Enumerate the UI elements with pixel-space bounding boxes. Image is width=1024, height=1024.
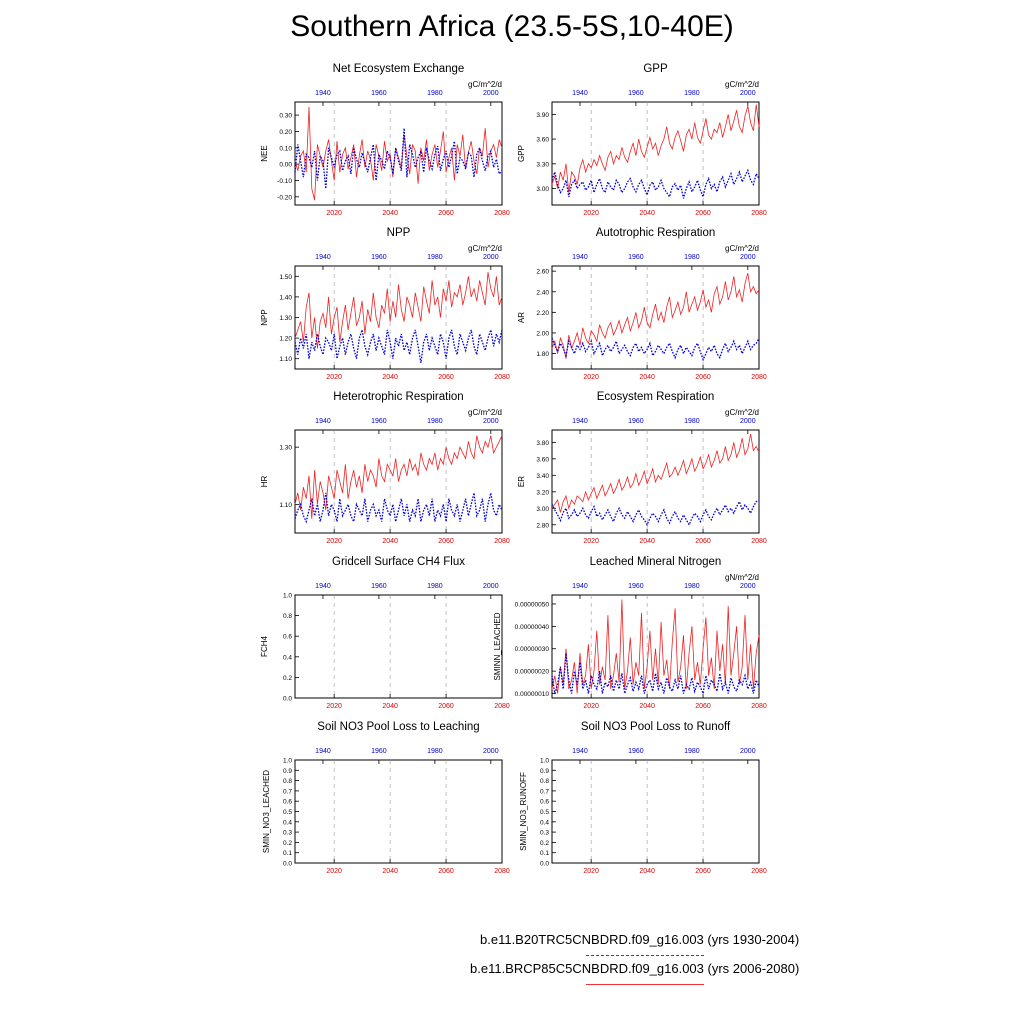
panel-title-soil-no3-pool-loss-to-leaching: Soil NO3 Pool Loss to Leaching [317,721,480,733]
x-tick-label-bottom-net-ecosystem-exchange: 2080 [494,210,510,217]
y-tick-label-soil-no3-pool-loss-to-runoff: 0.3 [539,829,549,837]
y-tick-label-soil-no3-pool-loss-to-leaching: 0.2 [282,839,292,847]
y-axis-label-gridcell-surface-ch4-flux: FCH4 [260,636,269,657]
x-tick-label-bottom-leached-mineral-nitrogen: 2020 [583,703,599,710]
y-tick-label-soil-no3-pool-loss-to-leaching: 0.7 [282,788,292,796]
y-tick-label-net-ecosystem-exchange: 0.30 [279,112,292,120]
x-tick-label-bottom-autotrophic-respiration: 2060 [695,374,711,381]
y-tick-label-ecosystem-respiration: 3.40 [536,472,549,480]
y-tick-label-autotrophic-respiration: 2.60 [536,268,549,276]
y-tick-label-npp: 1.40 [279,294,292,302]
y-tick-label-soil-no3-pool-loss-to-runoff: 0.9 [539,767,549,775]
panel-frame-soil-no3-pool-loss-to-leaching [295,760,502,863]
x-tick-label-bottom-soil-no3-pool-loss-to-leaching: 2080 [494,868,510,875]
x-tick-label-top-soil-no3-pool-loss-to-runoff: 2000 [740,748,756,755]
panel-frame-soil-no3-pool-loss-to-runoff [552,760,759,863]
x-tick-label-bottom-npp: 2060 [438,374,454,381]
panel-units-heterotrophic-respiration: gC/m^2/d [468,408,502,417]
series-line-historical-ecosystem-respiration [552,500,759,525]
y-axis-label-autotrophic-respiration: AR [517,311,526,324]
y-tick-label-soil-no3-pool-loss-to-leaching: 0.9 [282,767,292,775]
x-tick-label-bottom-npp: 2020 [326,374,342,381]
y-tick-label-soil-no3-pool-loss-to-leaching: 0.3 [282,829,292,837]
x-tick-label-top-soil-no3-pool-loss-to-runoff: 1940 [572,748,588,755]
series-line-historical-net-ecosystem-exchange [295,128,502,189]
x-tick-label-top-gpp: 1960 [628,90,644,97]
y-tick-label-gpp: 3.60 [536,136,549,144]
y-tick-label-npp: 1.50 [279,273,292,281]
y-tick-label-gpp: 3.30 [536,161,549,169]
y-tick-label-ecosystem-respiration: 3.00 [536,505,549,513]
y-tick-label-gridcell-surface-ch4-flux: 1.0 [282,592,292,600]
x-tick-label-top-autotrophic-respiration: 1940 [572,254,588,261]
y-tick-label-soil-no3-pool-loss-to-leaching: 0.0 [282,860,292,868]
x-tick-label-bottom-ecosystem-respiration: 2040 [639,538,655,545]
y-tick-label-soil-no3-pool-loss-to-runoff: 0.1 [539,850,549,858]
x-tick-label-top-gridcell-surface-ch4-flux: 1940 [315,583,331,590]
series-line-future-leached-mineral-nitrogen [552,600,759,694]
y-tick-label-heterotrophic-respiration: 1.10 [279,501,292,509]
legend-line-historical [586,955,704,956]
x-tick-label-top-ecosystem-respiration: 1960 [628,418,644,425]
panel-units-net-ecosystem-exchange: gC/m^2/d [468,80,502,89]
x-tick-label-top-soil-no3-pool-loss-to-leaching: 1940 [315,748,331,755]
y-tick-label-ecosystem-respiration: 2.80 [536,522,549,530]
x-tick-label-bottom-net-ecosystem-exchange: 2020 [326,210,342,217]
y-tick-label-net-ecosystem-exchange: 0.10 [279,145,292,153]
series-line-future-npp [295,272,502,348]
x-tick-label-top-leached-mineral-nitrogen: 1940 [572,583,588,590]
x-tick-label-bottom-autotrophic-respiration: 2020 [583,374,599,381]
x-tick-label-top-heterotrophic-respiration: 2000 [483,418,499,425]
x-tick-label-top-leached-mineral-nitrogen: 1960 [628,583,644,590]
x-tick-label-top-net-ecosystem-exchange: 1940 [315,90,331,97]
panel-title-gpp: GPP [643,63,668,75]
y-axis-label-gpp: GPP [517,145,526,162]
x-tick-label-top-npp: 2000 [483,254,499,261]
y-axis-label-npp: NPP [260,309,269,326]
y-tick-label-autotrophic-respiration: 2.40 [536,289,549,297]
y-tick-label-npp: 1.20 [279,335,292,343]
y-axis-label-soil-no3-pool-loss-to-leaching: SMIN_NO3_LEACHED [262,769,271,854]
x-tick-label-bottom-soil-no3-pool-loss-to-leaching: 2020 [326,868,342,875]
y-tick-label-soil-no3-pool-loss-to-runoff: 0.6 [539,798,549,806]
x-tick-label-top-gridcell-surface-ch4-flux: 1980 [427,583,443,590]
series-line-historical-autotrophic-respiration [552,338,759,360]
x-tick-label-top-soil-no3-pool-loss-to-leaching: 1960 [371,748,387,755]
panel-units-ecosystem-respiration: gC/m^2/d [725,408,759,417]
x-tick-label-bottom-autotrophic-respiration: 2040 [639,374,655,381]
x-tick-label-bottom-net-ecosystem-exchange: 2040 [382,210,398,217]
series-line-future-net-ecosystem-exchange [295,107,502,200]
y-tick-label-soil-no3-pool-loss-to-leaching: 0.1 [282,850,292,858]
y-tick-label-autotrophic-respiration: 2.20 [536,309,549,317]
y-tick-label-net-ecosystem-exchange: -0.20 [277,194,292,202]
x-tick-label-top-npp: 1940 [315,254,331,261]
y-tick-label-net-ecosystem-exchange: 0.20 [279,128,292,136]
x-tick-label-top-ecosystem-respiration: 1940 [572,418,588,425]
y-tick-label-leached-mineral-nitrogen: 0.00000020 [514,668,549,676]
y-tick-label-leached-mineral-nitrogen: 0.00000040 [514,623,549,631]
x-tick-label-top-gridcell-surface-ch4-flux: 1960 [371,583,387,590]
series-line-historical-leached-mineral-nitrogen [552,653,759,693]
x-tick-label-bottom-npp: 2080 [494,374,510,381]
legend-line-future [586,984,704,985]
x-tick-label-bottom-leached-mineral-nitrogen: 2060 [695,703,711,710]
x-tick-label-top-gridcell-surface-ch4-flux: 2000 [483,583,499,590]
x-tick-label-top-ecosystem-respiration: 1980 [684,418,700,425]
series-line-historical-npp [295,330,502,363]
y-tick-label-net-ecosystem-exchange: -0.10 [277,177,292,185]
x-tick-label-bottom-soil-no3-pool-loss-to-leaching: 2040 [382,868,398,875]
x-tick-label-bottom-gridcell-surface-ch4-flux: 2080 [494,703,510,710]
x-tick-label-bottom-heterotrophic-respiration: 2080 [494,538,510,545]
panel-title-npp: NPP [386,227,411,239]
panel-title-autotrophic-respiration: Autotrophic Respiration [595,227,716,239]
x-tick-label-top-soil-no3-pool-loss-to-runoff: 1960 [628,748,644,755]
y-tick-label-npp: 1.30 [279,315,292,322]
y-tick-label-soil-no3-pool-loss-to-runoff: 1.0 [539,757,549,765]
y-tick-label-gridcell-surface-ch4-flux: 0.0 [282,695,292,703]
panel-units-leached-mineral-nitrogen: gN/m^2/d [725,573,759,582]
x-tick-label-top-autotrophic-respiration: 2000 [740,254,756,261]
x-tick-label-top-leached-mineral-nitrogen: 1980 [684,583,700,590]
y-tick-label-soil-no3-pool-loss-to-runoff: 0.7 [539,788,549,796]
legend-label-future: b.e11.BRCP85C5CNBDRD.f09_g16.003 (yrs 2006-2080) [470,961,800,976]
x-tick-label-bottom-soil-no3-pool-loss-to-runoff: 2040 [639,868,655,875]
y-tick-label-gpp: 3.00 [536,186,549,194]
x-tick-label-bottom-gridcell-surface-ch4-flux: 2060 [438,703,454,710]
y-axis-label-heterotrophic-respiration: HR [260,475,269,488]
panel-frame-gridcell-surface-ch4-flux [295,595,502,698]
panel-title-soil-no3-pool-loss-to-runoff: Soil NO3 Pool Loss to Runoff [580,721,731,733]
x-tick-label-bottom-gpp: 2020 [583,210,599,217]
y-tick-label-autotrophic-respiration: 1.80 [536,351,549,359]
y-tick-label-soil-no3-pool-loss-to-leaching: 0.5 [282,809,292,816]
y-tick-label-soil-no3-pool-loss-to-runoff: 0.0 [539,860,549,868]
y-tick-label-leached-mineral-nitrogen: 0.00000030 [514,646,549,654]
series-line-historical-gpp [552,170,759,198]
y-tick-label-gridcell-surface-ch4-flux: 0.8 [282,613,292,621]
x-tick-label-bottom-gpp: 2060 [695,210,711,217]
x-tick-label-bottom-net-ecosystem-exchange: 2060 [438,210,454,217]
x-tick-label-bottom-heterotrophic-respiration: 2040 [382,538,398,545]
x-tick-label-bottom-heterotrophic-respiration: 2020 [326,538,342,545]
x-tick-label-bottom-heterotrophic-respiration: 2060 [438,538,454,545]
y-axis-label-leached-mineral-nitrogen: SMINN_LEACHED [493,612,502,681]
x-tick-label-bottom-leached-mineral-nitrogen: 2080 [751,703,767,710]
x-tick-label-bottom-soil-no3-pool-loss-to-leaching: 2060 [438,868,454,875]
x-tick-label-top-autotrophic-respiration: 1960 [628,254,644,261]
y-axis-label-net-ecosystem-exchange: NEE [260,145,269,162]
panel-title-gridcell-surface-ch4-flux: Gridcell Surface CH4 Flux [332,556,465,568]
x-tick-label-top-heterotrophic-respiration: 1980 [427,418,443,425]
x-tick-label-top-gpp: 2000 [740,90,756,97]
y-tick-label-ecosystem-respiration: 3.80 [536,439,549,447]
x-tick-label-top-net-ecosystem-exchange: 1960 [371,90,387,97]
panel-frame-autotrophic-respiration [552,266,759,369]
panel-title-net-ecosystem-exchange: Net Ecosystem Exchange [332,63,465,75]
x-tick-label-top-net-ecosystem-exchange: 2000 [483,90,499,97]
panel-frame-npp [295,266,502,369]
y-tick-label-leached-mineral-nitrogen: 0.00000050 [514,601,549,609]
x-tick-label-bottom-leached-mineral-nitrogen: 2040 [639,703,655,710]
x-tick-label-bottom-autotrophic-respiration: 2080 [751,374,767,381]
y-tick-label-soil-no3-pool-loss-to-runoff: 0.8 [539,778,549,786]
y-tick-label-soil-no3-pool-loss-to-leaching: 0.4 [282,819,292,827]
y-tick-label-soil-no3-pool-loss-to-leaching: 1.0 [282,757,292,765]
panel-units-npp: gC/m^2/d [468,244,502,253]
x-tick-label-bottom-gridcell-surface-ch4-flux: 2040 [382,703,398,710]
x-tick-label-bottom-gridcell-surface-ch4-flux: 2020 [326,703,342,710]
panel-title-ecosystem-respiration: Ecosystem Respiration [596,391,715,403]
x-tick-label-top-heterotrophic-respiration: 1960 [371,418,387,425]
x-tick-label-bottom-gpp: 2080 [751,210,767,217]
x-tick-label-top-heterotrophic-respiration: 1940 [315,418,331,425]
y-axis-label-ecosystem-respiration: ER [517,475,526,488]
y-tick-label-npp: 1.10 [279,356,292,364]
x-tick-label-bottom-ecosystem-respiration: 2080 [751,538,767,545]
x-tick-label-top-leached-mineral-nitrogen: 2000 [740,583,756,590]
x-tick-label-top-autotrophic-respiration: 1980 [684,254,700,261]
legend-label-historical: b.e11.B20TRC5CNBDRD.f09_g16.003 (yrs 1930-2004) [480,932,800,947]
x-tick-label-top-npp: 1980 [427,254,443,261]
y-tick-label-gridcell-surface-ch4-flux: 0.6 [282,633,292,641]
y-axis-label-soil-no3-pool-loss-to-runoff: SMIN_NO3_RUNOFF [519,772,528,851]
x-tick-label-top-soil-no3-pool-loss-to-leaching: 1980 [427,748,443,755]
y-tick-label-soil-no3-pool-loss-to-runoff: 0.2 [539,839,549,847]
y-tick-label-soil-no3-pool-loss-to-leaching: 0.6 [282,798,292,806]
x-tick-label-top-gpp: 1940 [572,90,588,97]
panel-units-gpp: gC/m^2/d [725,80,759,89]
y-tick-label-soil-no3-pool-loss-to-leaching: 0.8 [282,778,292,786]
y-tick-label-soil-no3-pool-loss-to-runoff: 0.4 [539,819,549,827]
x-tick-label-top-soil-no3-pool-loss-to-runoff: 1980 [684,748,700,755]
panel-frame-net-ecosystem-exchange [295,102,502,205]
panel-title-heterotrophic-respiration: Heterotrophic Respiration [333,391,464,403]
y-tick-label-gpp: 3.90 [536,111,549,119]
y-tick-label-heterotrophic-respiration: 1.30 [279,444,292,452]
x-tick-label-top-ecosystem-respiration: 2000 [740,418,756,425]
page-title: Southern Africa (23.5-5S,10-40E) [290,10,734,43]
x-tick-label-bottom-npp: 2040 [382,374,398,381]
x-tick-label-top-net-ecosystem-exchange: 1980 [427,90,443,97]
y-tick-label-net-ecosystem-exchange: 0.00 [279,161,292,169]
x-tick-label-bottom-soil-no3-pool-loss-to-runoff: 2080 [751,868,767,875]
panel-units-autotrophic-respiration: gC/m^2/d [725,244,759,253]
x-tick-label-bottom-soil-no3-pool-loss-to-runoff: 2020 [583,868,599,875]
y-tick-label-autotrophic-respiration: 2.00 [536,330,549,338]
x-tick-label-top-npp: 1960 [371,254,387,261]
panel-title-leached-mineral-nitrogen: Leached Mineral Nitrogen [589,556,722,568]
y-tick-label-ecosystem-respiration: 3.20 [536,489,549,497]
x-tick-label-top-gpp: 1980 [684,90,700,97]
x-tick-label-top-soil-no3-pool-loss-to-leaching: 2000 [483,748,499,755]
y-tick-label-ecosystem-respiration: 3.60 [536,456,549,464]
y-tick-label-soil-no3-pool-loss-to-runoff: 0.5 [539,809,549,816]
y-tick-label-gridcell-surface-ch4-flux: 0.2 [282,674,292,682]
y-tick-label-gridcell-surface-ch4-flux: 0.4 [282,654,292,662]
x-tick-label-bottom-gpp: 2040 [639,210,655,217]
x-tick-label-bottom-ecosystem-respiration: 2020 [583,538,599,545]
series-line-future-ecosystem-respiration [552,434,759,512]
x-tick-label-bottom-soil-no3-pool-loss-to-runoff: 2060 [695,868,711,875]
x-tick-label-bottom-ecosystem-respiration: 2060 [695,538,711,545]
y-tick-label-leached-mineral-nitrogen: 0.00000010 [514,691,549,699]
